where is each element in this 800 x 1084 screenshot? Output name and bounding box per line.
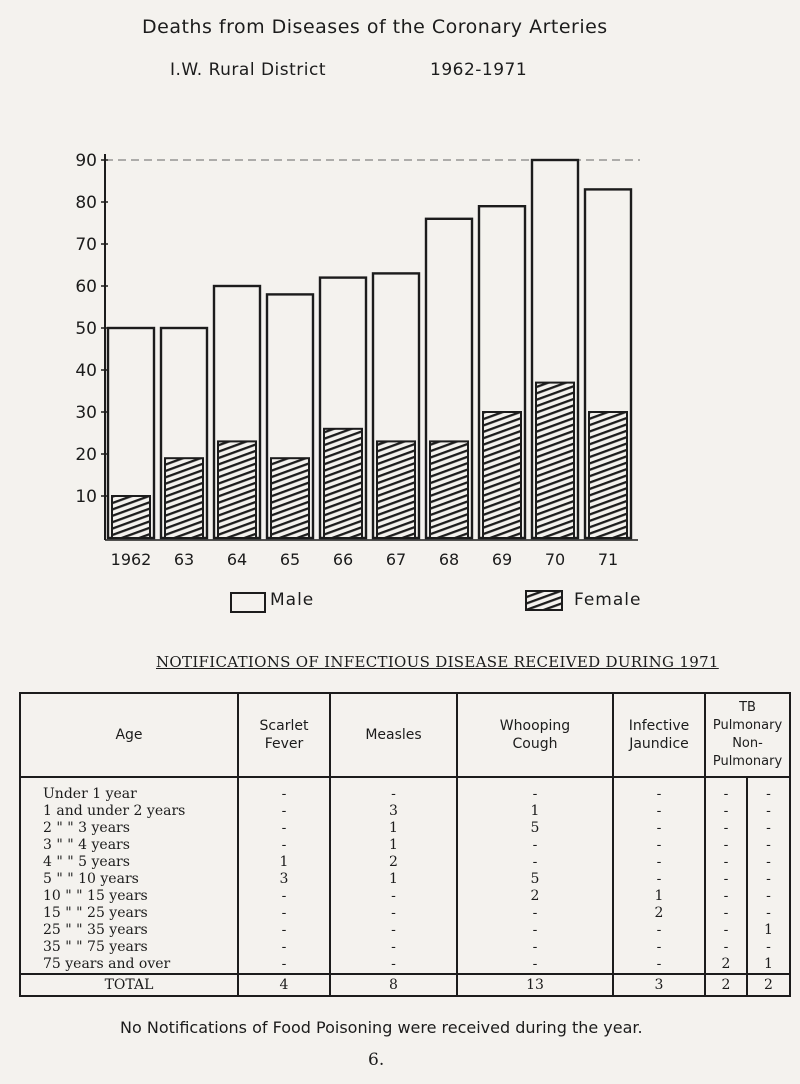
cell-scarlet: - bbox=[238, 777, 330, 803]
age-cell: Under 1 year bbox=[20, 777, 238, 803]
table-row bbox=[20, 939, 790, 956]
y-tick-label: 60 bbox=[75, 277, 97, 297]
cell-whooping: 5 bbox=[457, 820, 613, 837]
cell-jaundice: 1 bbox=[613, 888, 705, 905]
y-tick-label: 10 bbox=[75, 487, 97, 507]
legend-male-label: Male bbox=[270, 590, 315, 610]
x-tick-label: 66 bbox=[332, 550, 354, 569]
cell-scarlet: - bbox=[238, 922, 330, 939]
cell-measles: - bbox=[330, 888, 457, 905]
x-tick-label: 68 bbox=[438, 550, 460, 569]
age-cell: 3 " " 4 years bbox=[20, 837, 238, 854]
age-cell: 2 " " 3 years bbox=[20, 820, 238, 837]
cell-scarlet: - bbox=[238, 803, 330, 820]
female-bar-1962 bbox=[112, 496, 150, 538]
cell-tb-non: - bbox=[747, 871, 790, 888]
chart-subtitle-years: 1962-1971 bbox=[430, 60, 528, 80]
y-tick-label: 50 bbox=[75, 319, 97, 339]
x-tick-label: 67 bbox=[385, 550, 407, 569]
cell-tb-pulm: - bbox=[705, 922, 747, 939]
female-bar-68 bbox=[430, 441, 468, 538]
cell-scarlet: 1 bbox=[238, 854, 330, 871]
chart-subtitle-district: I.W. Rural District bbox=[170, 60, 327, 80]
cell-jaundice: - bbox=[613, 871, 705, 888]
legend-female-label: Female bbox=[574, 590, 642, 610]
cell-jaundice: - bbox=[613, 939, 705, 956]
cell-tb-pulm: - bbox=[705, 939, 747, 956]
age-cell: 10 " " 15 years bbox=[20, 888, 238, 905]
total-tb-pulmonary: 2 bbox=[705, 974, 747, 996]
total-measles: 8 bbox=[330, 974, 457, 996]
header-infective-jaundice: Infective Jaundice bbox=[613, 693, 705, 777]
female-bar-69 bbox=[483, 412, 521, 538]
y-tick-label: 20 bbox=[75, 445, 97, 465]
table-row bbox=[20, 888, 790, 905]
cell-measles: - bbox=[330, 777, 457, 803]
total-tb-non-pulmonary: 2 bbox=[747, 974, 790, 996]
cell-measles: - bbox=[330, 956, 457, 974]
y-tick-label: 90 bbox=[75, 151, 97, 171]
cell-scarlet: - bbox=[238, 888, 330, 905]
cell-scarlet: - bbox=[238, 837, 330, 854]
cell-tb-non: 1 bbox=[747, 956, 790, 974]
cell-measles: - bbox=[330, 905, 457, 922]
cell-tb-non: - bbox=[747, 820, 790, 837]
section-title: NOTIFICATIONS OF INFECTIOUS DISEASE RECEIVED DURING 1971 bbox=[156, 653, 719, 671]
age-cell: 25 " " 35 years bbox=[20, 922, 238, 939]
x-tick-label: 63 bbox=[173, 550, 195, 569]
female-bar-70 bbox=[536, 383, 574, 538]
x-tick-label: 64 bbox=[226, 550, 248, 569]
y-tick-label: 80 bbox=[75, 193, 97, 213]
cell-tb-pulm: - bbox=[705, 905, 747, 922]
female-bar-71 bbox=[589, 412, 627, 538]
female-bar-63 bbox=[165, 458, 203, 538]
header-whooping-cough: Whooping Cough bbox=[457, 693, 613, 777]
age-cell: 5 " " 10 years bbox=[20, 871, 238, 888]
table-row bbox=[20, 837, 790, 854]
cell-tb-non: - bbox=[747, 837, 790, 854]
age-cell: 4 " " 5 years bbox=[20, 854, 238, 871]
cell-scarlet: - bbox=[238, 905, 330, 922]
cell-tb-non: - bbox=[747, 888, 790, 905]
cell-tb-pulm: - bbox=[705, 803, 747, 820]
table-row bbox=[20, 905, 790, 922]
page-number: 6. bbox=[368, 1050, 385, 1070]
cell-tb-non: 1 bbox=[747, 922, 790, 939]
x-tick-label: 69 bbox=[491, 550, 513, 569]
cell-tb-pulm: 2 bbox=[705, 956, 747, 974]
x-tick-label: 70 bbox=[544, 550, 566, 569]
cell-whooping: - bbox=[457, 777, 613, 803]
table-row bbox=[20, 820, 790, 837]
table-row bbox=[20, 854, 790, 871]
cell-tb-pulm: - bbox=[705, 854, 747, 871]
total-whooping: 13 bbox=[457, 974, 613, 996]
age-cell: 35 " " 75 years bbox=[20, 939, 238, 956]
cell-scarlet: - bbox=[238, 956, 330, 974]
y-tick-label: 40 bbox=[75, 361, 97, 381]
cell-whooping: - bbox=[457, 837, 613, 854]
cell-jaundice: - bbox=[613, 820, 705, 837]
x-tick-label: 71 bbox=[597, 550, 619, 569]
total-scarlet: 4 bbox=[238, 974, 330, 996]
cell-tb-non: - bbox=[747, 854, 790, 871]
header-age: Age bbox=[20, 693, 238, 777]
cell-scarlet: - bbox=[238, 820, 330, 837]
table-row bbox=[20, 956, 790, 974]
legend-male-swatch bbox=[230, 592, 266, 613]
y-tick-label: 30 bbox=[75, 403, 97, 423]
cell-whooping: 1 bbox=[457, 803, 613, 820]
cell-whooping: 2 bbox=[457, 888, 613, 905]
cell-tb-pulm: - bbox=[705, 837, 747, 854]
female-bar-64 bbox=[218, 441, 256, 538]
cell-measles: 3 bbox=[330, 803, 457, 820]
total-label: TOTAL bbox=[20, 974, 238, 996]
cell-tb-pulm: - bbox=[705, 871, 747, 888]
cell-tb-pulm: - bbox=[705, 820, 747, 837]
cell-jaundice: - bbox=[613, 837, 705, 854]
cell-whooping: - bbox=[457, 854, 613, 871]
x-tick-label: 65 bbox=[279, 550, 301, 569]
cell-jaundice: - bbox=[613, 956, 705, 974]
female-bar-66 bbox=[324, 429, 362, 538]
age-cell: 15 " " 25 years bbox=[20, 905, 238, 922]
x-tick-label: 1962 bbox=[110, 550, 152, 569]
cell-whooping: - bbox=[457, 956, 613, 974]
cell-jaundice: - bbox=[613, 777, 705, 803]
table-row bbox=[20, 803, 790, 820]
cell-measles: 1 bbox=[330, 820, 457, 837]
cell-tb-pulm: - bbox=[705, 888, 747, 905]
notifications-table bbox=[19, 692, 791, 997]
cell-measles: 1 bbox=[330, 837, 457, 854]
table-row bbox=[20, 777, 790, 803]
cell-tb-non: - bbox=[747, 777, 790, 803]
footnote: No Notifications of Food Poisoning were received during the year. bbox=[120, 1018, 643, 1037]
cell-scarlet: 3 bbox=[238, 871, 330, 888]
cell-measles: - bbox=[330, 922, 457, 939]
cell-whooping: - bbox=[457, 922, 613, 939]
cell-tb-non: - bbox=[747, 803, 790, 820]
cell-measles: - bbox=[330, 939, 457, 956]
table-row bbox=[20, 871, 790, 888]
cell-whooping: - bbox=[457, 939, 613, 956]
female-bar-65 bbox=[271, 458, 309, 538]
cell-tb-non: - bbox=[747, 905, 790, 922]
header-measles: Measles bbox=[330, 693, 457, 777]
cell-whooping: 5 bbox=[457, 871, 613, 888]
table-row bbox=[20, 922, 790, 939]
cell-jaundice: - bbox=[613, 922, 705, 939]
table-header-row bbox=[20, 693, 790, 777]
age-cell: 1 and under 2 years bbox=[20, 803, 238, 820]
cell-jaundice: 2 bbox=[613, 905, 705, 922]
cell-tb-pulm: - bbox=[705, 777, 747, 803]
cell-scarlet: - bbox=[238, 939, 330, 956]
chart-title: Deaths from Diseases of the Coronary Arteries bbox=[142, 16, 608, 38]
cell-measles: 1 bbox=[330, 871, 457, 888]
table-total-row bbox=[20, 974, 790, 996]
header-tb: TB Pulmonary Non- Pulmonary bbox=[705, 693, 790, 777]
total-jaundice: 3 bbox=[613, 974, 705, 996]
cell-whooping: - bbox=[457, 905, 613, 922]
legend-female-swatch bbox=[525, 590, 563, 612]
cell-jaundice: - bbox=[613, 803, 705, 820]
cell-jaundice: - bbox=[613, 854, 705, 871]
cell-measles: 2 bbox=[330, 854, 457, 871]
female-bar-67 bbox=[377, 441, 415, 538]
cell-tb-non: - bbox=[747, 939, 790, 956]
age-cell: 75 years and over bbox=[20, 956, 238, 974]
y-tick-label: 70 bbox=[75, 235, 97, 255]
header-scarlet-fever: Scarlet Fever bbox=[238, 693, 330, 777]
